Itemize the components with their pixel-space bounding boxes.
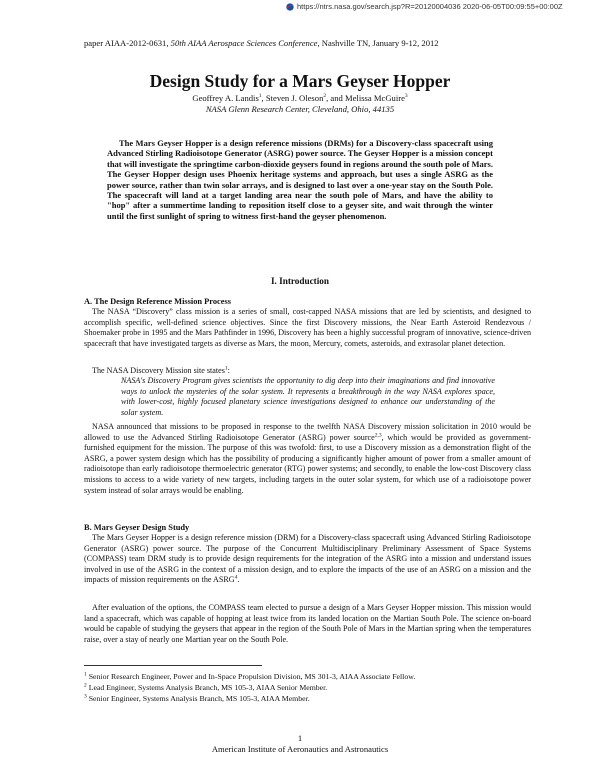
header-conference: 50th AIAA Aerospace Sciences Conference <box>170 38 318 48</box>
footnote-divider <box>84 665 262 666</box>
asrg-text-a: NASA announced that missions to be proposed in response to the twelfth NASA Discovery mission solicitation in 2010 would be allowed to use the Advanced Stirling Radioisotope Generator (ASRG) power source <box>84 422 531 442</box>
author-2-sup: 2 <box>323 93 327 100</box>
subsection-b-heading: B. Mars Geyser Design Study <box>84 523 190 532</box>
footer-organization: American Institute of Aeronautics and Astronautics <box>211 744 389 754</box>
author-2: , Steven J. Oleson <box>261 93 324 103</box>
compass-sup: 4 <box>234 574 238 581</box>
footnote-text: Senior Engineer, Systems Analysis Branch, MS 105-3, AIAA Member. <box>88 694 310 703</box>
page-number: 1 <box>297 733 303 743</box>
compass-text-b: . <box>237 575 240 585</box>
subsection-b-paragraph-1 <box>84 533 531 586</box>
author-list <box>0 93 600 103</box>
header-prefix: paper AIAA-2012-0631, <box>84 38 171 48</box>
site-states-text: The NASA Discovery Mission site states <box>92 366 225 375</box>
discovery-quote: NASA's Discovery Program gives scientists the opportunity to dig deep into their imaginations and find innovative ways to unlock the mysteries of the solar system. It represents a breakthrough in the way NASA explores space, with lower-cost, highly focused planetary science investigations designed to enhance our understanding of the solar system. <box>121 376 495 417</box>
author-3: , and Melissa McGuire <box>326 93 405 103</box>
footnote-text: Lead Engineer, Systems Analysis Branch, MS 105-3, AIAA Senior Member. <box>88 683 328 692</box>
asrg-sup: 2,3 <box>374 431 382 438</box>
affiliation: NASA Glenn Research Center, Cleveland, Ohio, 44135 <box>205 104 395 114</box>
footnote-number: 2 <box>84 682 87 689</box>
section-introduction-heading: I. Introduction <box>270 276 330 286</box>
site-states-sup: 1 <box>224 365 228 372</box>
site-states-colon: : <box>227 366 230 375</box>
subsection-a-paragraph-2 <box>84 366 531 377</box>
nasa-meatball-icon <box>286 3 294 11</box>
subsection-a-heading: A. The Design Reference Mission Process <box>84 297 232 306</box>
footnote <box>84 694 310 703</box>
ntrs-url-stamp <box>286 2 563 11</box>
paper-title: Design Study for a Mars Geyser Hopper <box>149 71 451 91</box>
subsection-a-paragraph-1: The NASA “Discovery” class mission is a series of small, cost-capped NASA missions that are led by scientists, and designed to accomplish specific, well-defined science objectives. Since the first Discovery missions, the Near Earth Asteroid Rendezvous / Shoemaker probe in 1995 and the Mars Pathfinder in 1996, Discovery has been a highly successful program of innovative, science-driven spacecraft that have investigated targets as diverse as Mars, the moon, Mercury, comets, asteroids, and extrasolar planet detection. <box>84 307 531 348</box>
footnote-number: 3 <box>84 693 87 700</box>
ntrs-url-text[interactable]: https://ntrs.nasa.gov/search.jsp?R=20120004036 2020-06-05T00:09:55+00:00Z <box>297 2 563 11</box>
footnote <box>84 683 327 692</box>
subsection-a-paragraph-3 <box>84 422 531 496</box>
paper-header <box>84 38 439 48</box>
subsection-b-paragraph-2: After evaluation of the options, the COMPASS team elected to pursue a design of a Mars Geyser Hopper mission. This mission would land a spacecraft, which was capable of hopping at least twice from its landed location on the Martian South Pole. The science on-board would be capable of studying the geysers that appear in the region of the South Pole of Mars in the Martian spring when the temperatures raise, over a stay of nearly one Martian year on the South Pole. <box>84 603 531 644</box>
footnote <box>84 672 415 681</box>
author-1-sup: 1 <box>258 93 262 100</box>
footnote-text: Senior Research Engineer, Power and In-Space Propulsion Division, MS 301-3, AIAA Associate Fellow. <box>88 672 416 681</box>
header-suffix: , Nashville TN, January 9-12, 2012 <box>317 38 439 48</box>
footnote-number: 1 <box>84 671 87 678</box>
abstract: The Mars Geyser Hopper is a design reference missions (DRMs) for a Discovery-class spacecraft using Advanced Stirling Radioisotope Generator (ASRG) power source. The Geyser Hopper is a mission concept that will investigate the springtime carbon-dioxide geysers found in regions around the south pole of Mars. The Geyser Hopper design uses Phoenix heritage systems and approach, but uses a single ASRG as the power source, rather than twin solar arrays, and is designed to last over a one-year stay on the South Pole. The spacecraft will land at a target landing area near the south pole of Mars, and have the ability to "hop" after a summertime landing to reposition itself close to a geyser site, and wait through the winter until the first sunlight of spring to witness first-hand the geyser phenomenon. <box>107 138 493 221</box>
asrg-text-b: , which would be provided as government-furnished equipment for the mission. The purpose of this was twofold: first, to use a Discovery mission as a demonstration flight of the ASRG, a power system design which has the possibility of producing a significantly higher amount of power from a smaller amount of radioisotope than early radioisotope thermoelectric generator (RTG) power systems; and secondly, to enable the low-cost Discovery class missions to access to a wide variety of new targets, including targets in the outer solar system, for which use of a radioisotope power system instead of solar arrays would be enabling. <box>84 432 531 495</box>
author-1: Geoffrey A. Landis <box>192 93 259 103</box>
compass-text-a: The Mars Geyser Hopper is a design reference mission (DRM) for a Discovery-class spacecraft using Advanced Stirling Radioisotope Generator (ASRG) power source. The purpose of the Concurrent Multidisciplinary Preliminary Assessment of Space Systems (COMPASS) team DRM study is to provide design requirements for the integration of the ASRG into a mission and understand issues involved in use of the ASRG in the context of a mission design, and to explore the impacts of the use of an ASRG on a mission and the impacts of mission requirements on the ASRG <box>84 533 531 585</box>
author-3-sup: 3 <box>404 93 408 100</box>
